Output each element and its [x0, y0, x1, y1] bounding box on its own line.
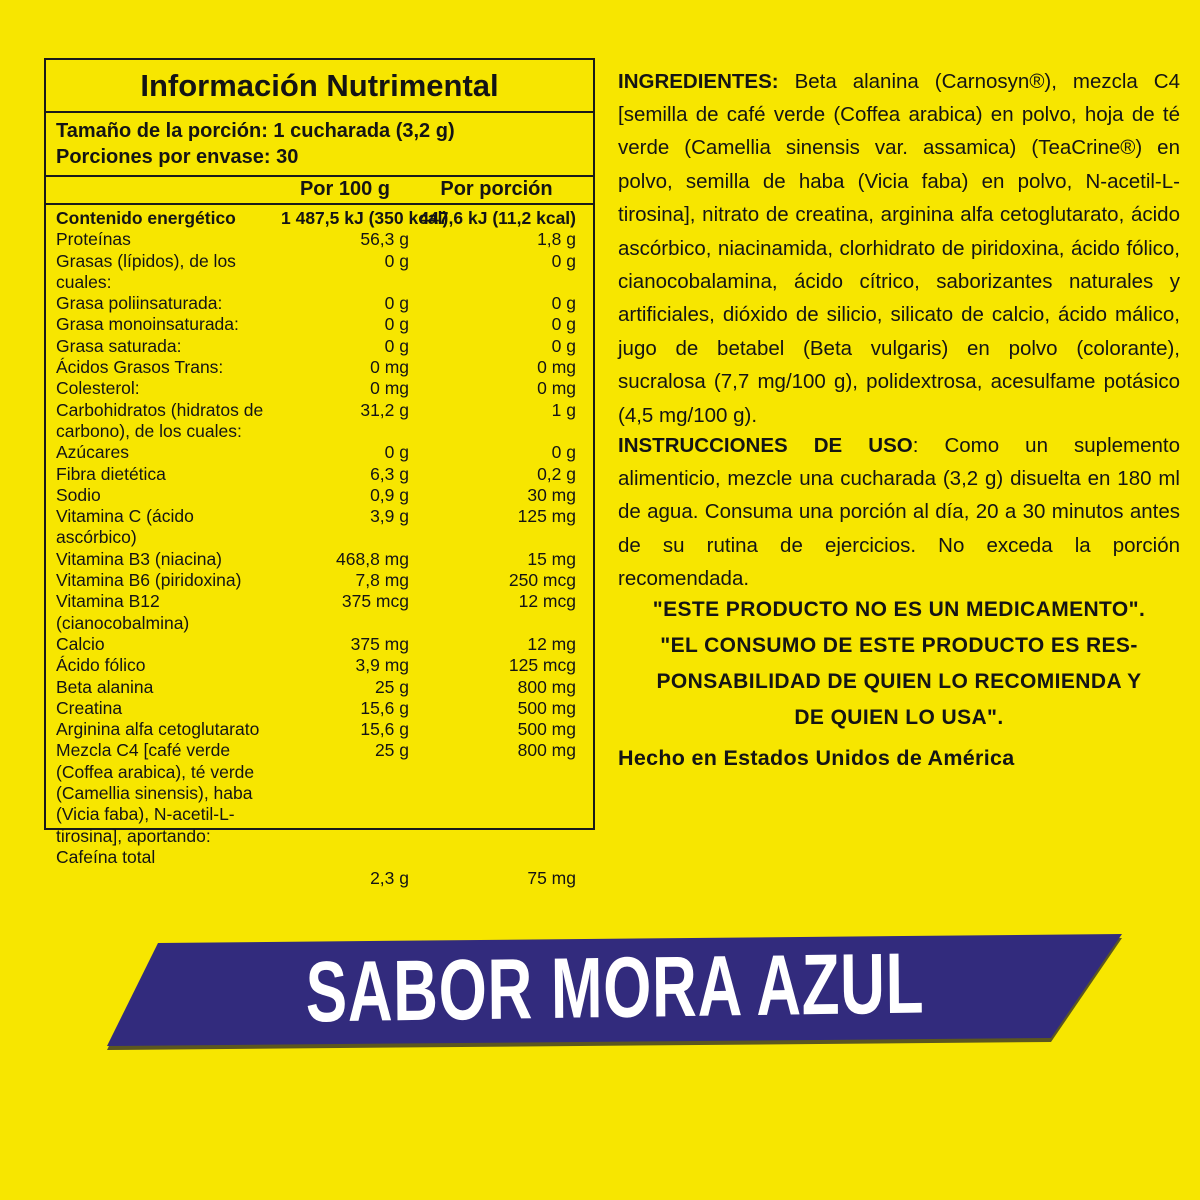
- nutrient-label: Calcio: [56, 633, 105, 654]
- nutrient-value-per-100g: 375 mcg: [341, 591, 409, 612]
- nutrient-label: Contenido energético: [56, 208, 236, 228]
- nutrient-value-per-serving: 250 mcg: [508, 570, 576, 591]
- nutrient-label: Proteínas: [56, 229, 131, 250]
- serving-size-line: Tamaño de la porción: 1 cucharada (3,2 g): [56, 120, 455, 142]
- table-row: [56, 464, 593, 485]
- nutrient-label: Vitamina B12 (cianocobalmina): [56, 591, 190, 633]
- nutrient-label: Azúcares: [56, 442, 129, 463]
- nutrient-value-per-serving: 500 mg: [517, 719, 576, 740]
- nutrient-value-per-serving: 0,2 g: [537, 463, 576, 484]
- nutrient-value-per-100g: 0 g: [384, 335, 409, 356]
- nutrient-label: Grasa monoinsaturada:: [56, 314, 239, 335]
- nutrient-value-per-100g: 15,6 g: [360, 719, 409, 740]
- table-row: [56, 634, 593, 655]
- instructions-heading: INSTRUCCIONES DE USO: [618, 433, 913, 457]
- nutrient-value-per-100g: 7,8 mg: [355, 570, 409, 591]
- nutrient-label: Sodio: [56, 484, 101, 505]
- nutrient-value-per-serving: 15 mg: [527, 548, 576, 569]
- nutrient-label: Creatina: [56, 697, 123, 718]
- table-row: [56, 251, 593, 294]
- serving-info: [46, 113, 593, 177]
- nutrient-value-per-100g: 3,9 mg: [355, 655, 409, 676]
- nutrient-value-per-100g: 15,6 g: [360, 697, 409, 718]
- nutrient-value-per-serving: 447,6 kJ (11,2 kcal): [419, 208, 576, 228]
- nutrient-value-per-100g: 0,9 g: [370, 484, 409, 505]
- table-row: [56, 719, 593, 740]
- nutrient-value-per-100g: 0 g: [384, 293, 409, 314]
- instructions-paragraph: [618, 429, 1180, 596]
- nutrient-value-per-100g: 25 g: [374, 676, 409, 697]
- nutrient-label: Cafeína total: [56, 846, 156, 867]
- nutrient-value-per-serving: 0 g: [551, 335, 576, 356]
- ingredients-paragraph: [618, 65, 1180, 432]
- table-row: [56, 314, 593, 335]
- nutrient-value-per-serving: 0 g: [551, 293, 576, 314]
- table-row: [56, 847, 593, 868]
- nutrient-value-per-serving: 0 mg: [537, 357, 576, 378]
- legal-disclaimer: "ESTE PRODUCTO NO ES UN MEDICAMENTO". "EL CONSUMO DE ESTE PRODUCTO ES RES- PONSABILIDAD DE QUIEN LO RECOMIENDA Y DE QUIEN LO USA".: [652, 598, 1146, 729]
- column-header-spacer: [56, 178, 281, 201]
- nutrient-value-per-serving: 1,8 g: [537, 229, 576, 250]
- column-header-per-100g: Por 100 g: [299, 178, 391, 200]
- nutrient-value-per-100g: 56,3 g: [360, 229, 409, 250]
- nutrient-label: Beta alanina: [56, 676, 154, 697]
- nutrient-value-per-100g: 3,9 g: [370, 506, 409, 527]
- nutrient-label: Arginina alfa cetoglutarato: [56, 719, 260, 740]
- nutrient-value-per-serving: 0 g: [551, 442, 576, 463]
- table-row: [56, 229, 593, 250]
- column-headers-row: [46, 177, 593, 205]
- nutrient-value-per-100g: 25 g: [374, 740, 409, 761]
- flavor-banner: [100, 928, 1130, 1056]
- nutrient-value-per-serving: 800 mg: [517, 740, 576, 761]
- table-row: [56, 400, 593, 443]
- nutrient-value-per-100g: 0 mg: [370, 357, 409, 378]
- nutrient-value-per-serving: 500 mg: [517, 697, 576, 718]
- table-row: [56, 208, 593, 229]
- nutrient-value-per-serving: 1 g: [551, 399, 576, 420]
- table-row: [56, 549, 593, 570]
- nutrient-label: Fibra dietética: [56, 463, 166, 484]
- table-row: [56, 655, 593, 676]
- nutrient-value-per-100g: 0 g: [384, 250, 409, 271]
- nutrient-value-per-serving: 125 mcg: [508, 655, 576, 676]
- nutrient-value-per-100g: 0 mg: [370, 378, 409, 399]
- nutrient-label: Vitamina B6 (piridoxina): [56, 570, 242, 591]
- nutrient-label: Colesterol:: [56, 378, 140, 399]
- table-row: [56, 378, 593, 399]
- nutrient-value-per-serving: 800 mg: [517, 676, 576, 697]
- nutrient-label: Carbohidratos (hidratos de carbono), de los cuales:: [56, 399, 264, 441]
- nutrient-label: Vitamina B3 (niacina): [56, 548, 223, 569]
- table-row: [56, 677, 593, 698]
- flavor-banner-label: SABOR MORA AZUL: [305, 935, 925, 1040]
- table-row: [56, 740, 593, 846]
- nutrient-value-per-serving: 12 mg: [527, 633, 576, 654]
- nutrient-value-per-100g: 2,3 g: [370, 868, 409, 889]
- nutrient-value-per-serving: 75 mg: [527, 868, 576, 889]
- nutrition-rows: [46, 205, 593, 896]
- table-row: [56, 506, 593, 549]
- ingredients-heading: INGREDIENTES:: [618, 69, 779, 93]
- nutrient-value-per-100g: 1 487,5 kJ (350 kcal): [281, 208, 449, 228]
- nutrient-value-per-100g: 0 g: [384, 314, 409, 335]
- nutrient-value-per-serving: 0 mg: [537, 378, 576, 399]
- table-row: [56, 591, 593, 634]
- nutrient-label: Vitamina C (ácido ascórbico): [56, 506, 194, 548]
- table-row: [56, 357, 593, 378]
- nutrient-label: Mezcla C4 [café verde (Coffea arabica), té verde (Camellia sinensis), haba (Vicia faba), N-acetil-L-tirosina], aportando:: [56, 740, 255, 846]
- table-row: [56, 570, 593, 591]
- nutrient-label: Grasas (lípidos), de los cuales:: [56, 250, 236, 292]
- column-header-per-serving: Por porción: [440, 178, 553, 200]
- nutrient-label: Ácidos Grasos Trans:: [56, 357, 224, 378]
- table-row: [56, 698, 593, 719]
- servings-per-container-line: Porciones por envase: 30: [56, 146, 299, 168]
- nutrient-value-per-100g: 31,2 g: [360, 399, 409, 420]
- nutrient-label: Ácido fólico: [56, 655, 146, 676]
- nutrient-label: Grasa saturada:: [56, 335, 182, 356]
- nutrition-title: Información Nutrimental: [46, 60, 593, 113]
- table-row: [56, 485, 593, 506]
- nutrient-value-per-100g: 468,8 mg: [336, 548, 409, 569]
- nutrient-label: Grasa poliinsaturada:: [56, 293, 223, 314]
- table-row: [56, 868, 593, 889]
- nutrient-value-per-serving: 0 g: [551, 250, 576, 271]
- nutrient-value-per-serving: 12 mcg: [518, 591, 576, 612]
- nutrient-value-per-serving: 30 mg: [527, 484, 576, 505]
- nutrition-facts-panel: [44, 58, 595, 889]
- nutrient-value-per-serving: 0 g: [551, 314, 576, 335]
- nutrient-value-per-serving: 125 mg: [517, 506, 576, 527]
- nutrient-value-per-100g: 6,3 g: [370, 463, 409, 484]
- table-row: [56, 442, 593, 463]
- table-row: [56, 293, 593, 314]
- table-row: [56, 336, 593, 357]
- instructions-text: : Como un suplemento alimenticio, mezcle una cucharada (3,2 g) disuelta en 180 ml de agua. Consuma una porción al día, 20 a 30 minutos antes de su rutina de ejercicios. No exceda la porción recomendada.: [618, 433, 1180, 591]
- made-in-statement: Hecho en Estados Unidos de América: [618, 746, 1015, 770]
- nutrient-value-per-100g: 0 g: [384, 442, 409, 463]
- nutrient-value-per-100g: 375 mg: [350, 633, 409, 654]
- ingredients-text: Beta alanina (Carnosyn®), mezcla C4 [semilla de café verde (Coffea arabica) en polvo, hoja de té verde (Camellia sinensis var. assamica) (TeaCrine®) en polvo, semilla de haba (Vicia faba) en polvo, N-acetil-L-tirosina], nitrato de creatina, arginina alfa cetoglutarato, ácido ascórbico, niacinamida, clorhidrato de piridoxina, ácido fólico, cianocobalamina, ácido cítrico, saborizantes naturales y artificiales, dióxido de silicio, silicato de calcio, ácido málico, jugo de betabel (Beta vulgaris) en polvo (colorante), sucralosa (7,7 mg/100 g), polidextrosa, acesulfame potásico (4,5 mg/100 g).: [618, 69, 1180, 427]
